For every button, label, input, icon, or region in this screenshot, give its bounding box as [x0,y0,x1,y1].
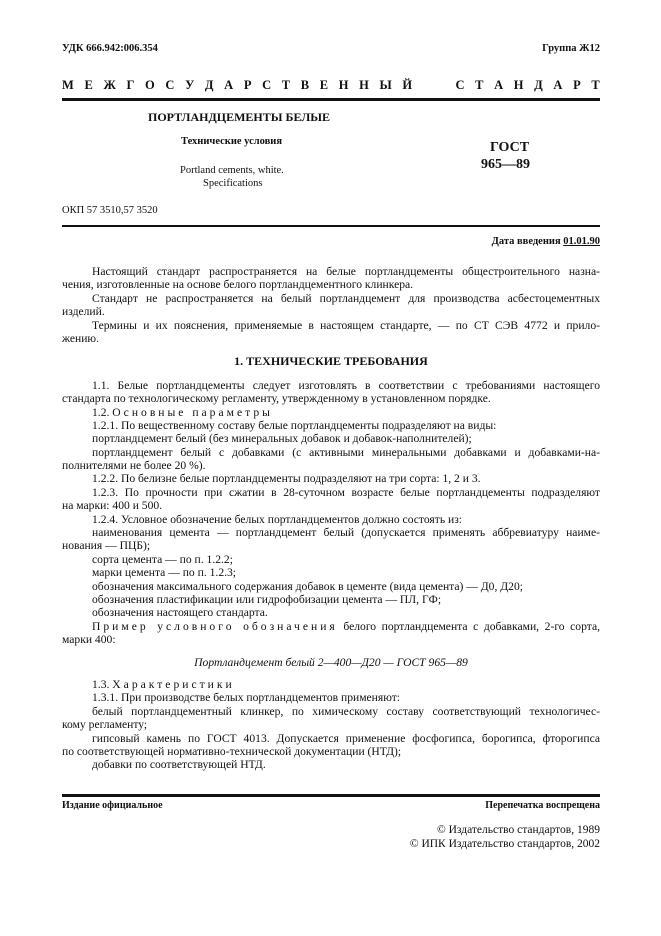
text-line: сорта цемента — по п. 1.2.2; [92,552,233,566]
text-line [62,678,600,691]
reprint-prohibited: Перепечатка воспрещена [485,800,600,811]
text-line [62,406,600,419]
text-line: 1.3.1. При производстве белых портландцементов применяют: [92,691,401,705]
text-line: гипсовый камень по ГОСТ 4013. Допускается применение фосфогипса, борогипса, фторогипса [92,731,600,745]
document-subtitle: Технические условия [181,136,283,147]
text-line: марки цемента — по п. 1.2.3; [92,566,237,580]
udk-code: УДК 666.942:006.354 [62,43,158,54]
text-line: 1.2.3. По прочности при сжатии в 28-суточном возрасте белые портландцементы подразделяют [92,485,600,499]
banner-letter: Т [475,78,484,92]
footer-divider [62,794,600,797]
banner-letter: Р [573,78,581,92]
banner-letter: С [165,78,175,92]
spaced-heading: Пример условного обозначения [92,619,338,633]
banner-letter: Н [513,78,524,92]
banner-letter: Ж [103,78,116,92]
banner-letter: Н [359,78,369,92]
effective-date [492,236,600,247]
text-line: стандарта по технологическому регламенту, утвержденному в установленном порядке. [62,392,491,406]
text-line: 1.2.4. Условное обозначение белых портландцементов должно состоять из: [92,512,463,526]
text-segment: 1.2. [92,405,113,419]
banner-letter: А [224,78,234,92]
banner-letter: Р [243,78,252,92]
banner-letter: Й [402,78,413,92]
spaced-heading: Основные параметры [112,405,273,419]
section-1-text [62,379,600,647]
text-line: полнителями не более 20 %). [62,459,206,473]
banner-letter: А [494,78,504,92]
text-segment: белого портландцемента с добавками, 2-го сорта, [337,619,600,633]
banner-letter: Е [319,78,329,92]
text-line: обозначения пластификации или гидрофобизации цемента — ПЛ, ГФ; [92,593,442,606]
text-segment: 1.3. [92,677,113,691]
text-line: обозначения настоящего стандарта. [92,606,268,620]
banner-letter: Д [534,78,543,92]
text-line: белый портландцементный клинкер, по химическому составу соответствующий технологичес- [92,704,600,718]
banner-letter: О [145,78,155,92]
group-code: Группа Ж12 [542,43,600,54]
text-line: марки 400: [62,633,116,647]
banner-letter: С [262,78,272,92]
banner-letter: Н [338,78,349,92]
okp-code: ОКП 57 3510,57 3520 [62,205,158,216]
text-line: Настоящий стандарт распространяется на белые портландцементы общестроительного назна- [92,265,600,278]
gost-number: 965—89 [481,157,530,172]
banner-letter: Т [591,78,600,92]
copyright-1989: © Издательство стандартов, 1989 [436,824,600,836]
text-line: кому регламенту; [62,718,148,732]
text-line: добавки по соответствующей НТД. [92,758,266,772]
banner-word-gap [423,78,445,93]
banner-letter: М [62,78,74,92]
english-title: Portland cements, white. [180,165,284,176]
banner-letter: У [185,78,195,92]
text-line: Термины и их пояснения, применяемые в настоящем стандарте, — по СТ СЭВ 4772 и прило- [92,318,600,332]
text-line: на марки: 400 и 500. [62,499,163,513]
text-line: портландцемент белый с добавками (с активными минеральными добавками и добавками-на- [92,445,600,459]
text-line: портландцемент белый (без минеральных добавок и добавок-наполнителей); [92,432,472,446]
text-line: наименования цемента — портландцемент белый (допускается применять аббревиатуру наиме- [92,526,600,540]
text-line: нования — ПЦБ); [62,539,151,553]
okp-divider [62,225,600,227]
official-edition: Издание официальное [62,800,163,811]
section-1-3-text [62,678,600,772]
text-line: 1.1. Белые портландцементы следует изготовлять в соответствии с требованиями настоящего [92,378,600,392]
banner-letter: Д [204,78,214,92]
text-line: 1.2.2. По белизне белые портландцементы подразделяют на три сорта: 1, 2 и 3. [92,472,481,486]
header-divider [62,98,600,101]
banner-letter: Е [84,78,93,92]
text-line: жению. [62,331,99,345]
spaced-heading: Характеристики [112,677,235,691]
document-body [62,265,600,772]
text-line [62,620,600,633]
designation-example: Портландцемент белый 2—400—Д20 — ГОСТ 965—89 [194,655,468,669]
text-line: 1.2.1. По вещественному составу белые портландцементы подразделяют на виды: [92,418,497,432]
text-line: изделий. [62,305,105,319]
effective-date-label: Дата введения [491,236,561,247]
english-subtitle: Specifications [203,178,263,189]
copyright-2002: © ИПК Издательство стандартов, 2002 [409,838,600,850]
banner-letter: В [300,78,310,92]
banner-letter: Т [281,78,291,92]
section-heading: 1. ТЕХНИЧЕСКИЕ ТРЕБОВАНИЯ [234,354,428,369]
banner-letter: Г [126,78,135,92]
document-title: ПОРТЛАНДЦЕМЕНТЫ БЕЛЫЕ [148,110,331,124]
text-line: по соответствующей нормативно-технической документации (НТД); [62,744,402,758]
text-line: чения, изготовленные на основе белого портландцементного клинкера. [62,278,414,292]
banner-letter: С [455,78,465,92]
text-line: Стандарт не распространяется на белый портландцемент для производства асбестоцементных [92,291,600,305]
text-line: обозначения максимального содержания добавок в цементе (вида цемента) — Д0, Д20; [92,579,523,593]
effective-date-value: 01.01.90 [563,236,600,247]
gost-label: ГОСТ [490,140,530,155]
interstate-standard-banner [62,78,600,93]
banner-letter: Ы [379,78,392,92]
banner-letter: А [553,78,563,92]
intro-paragraphs [62,265,600,345]
